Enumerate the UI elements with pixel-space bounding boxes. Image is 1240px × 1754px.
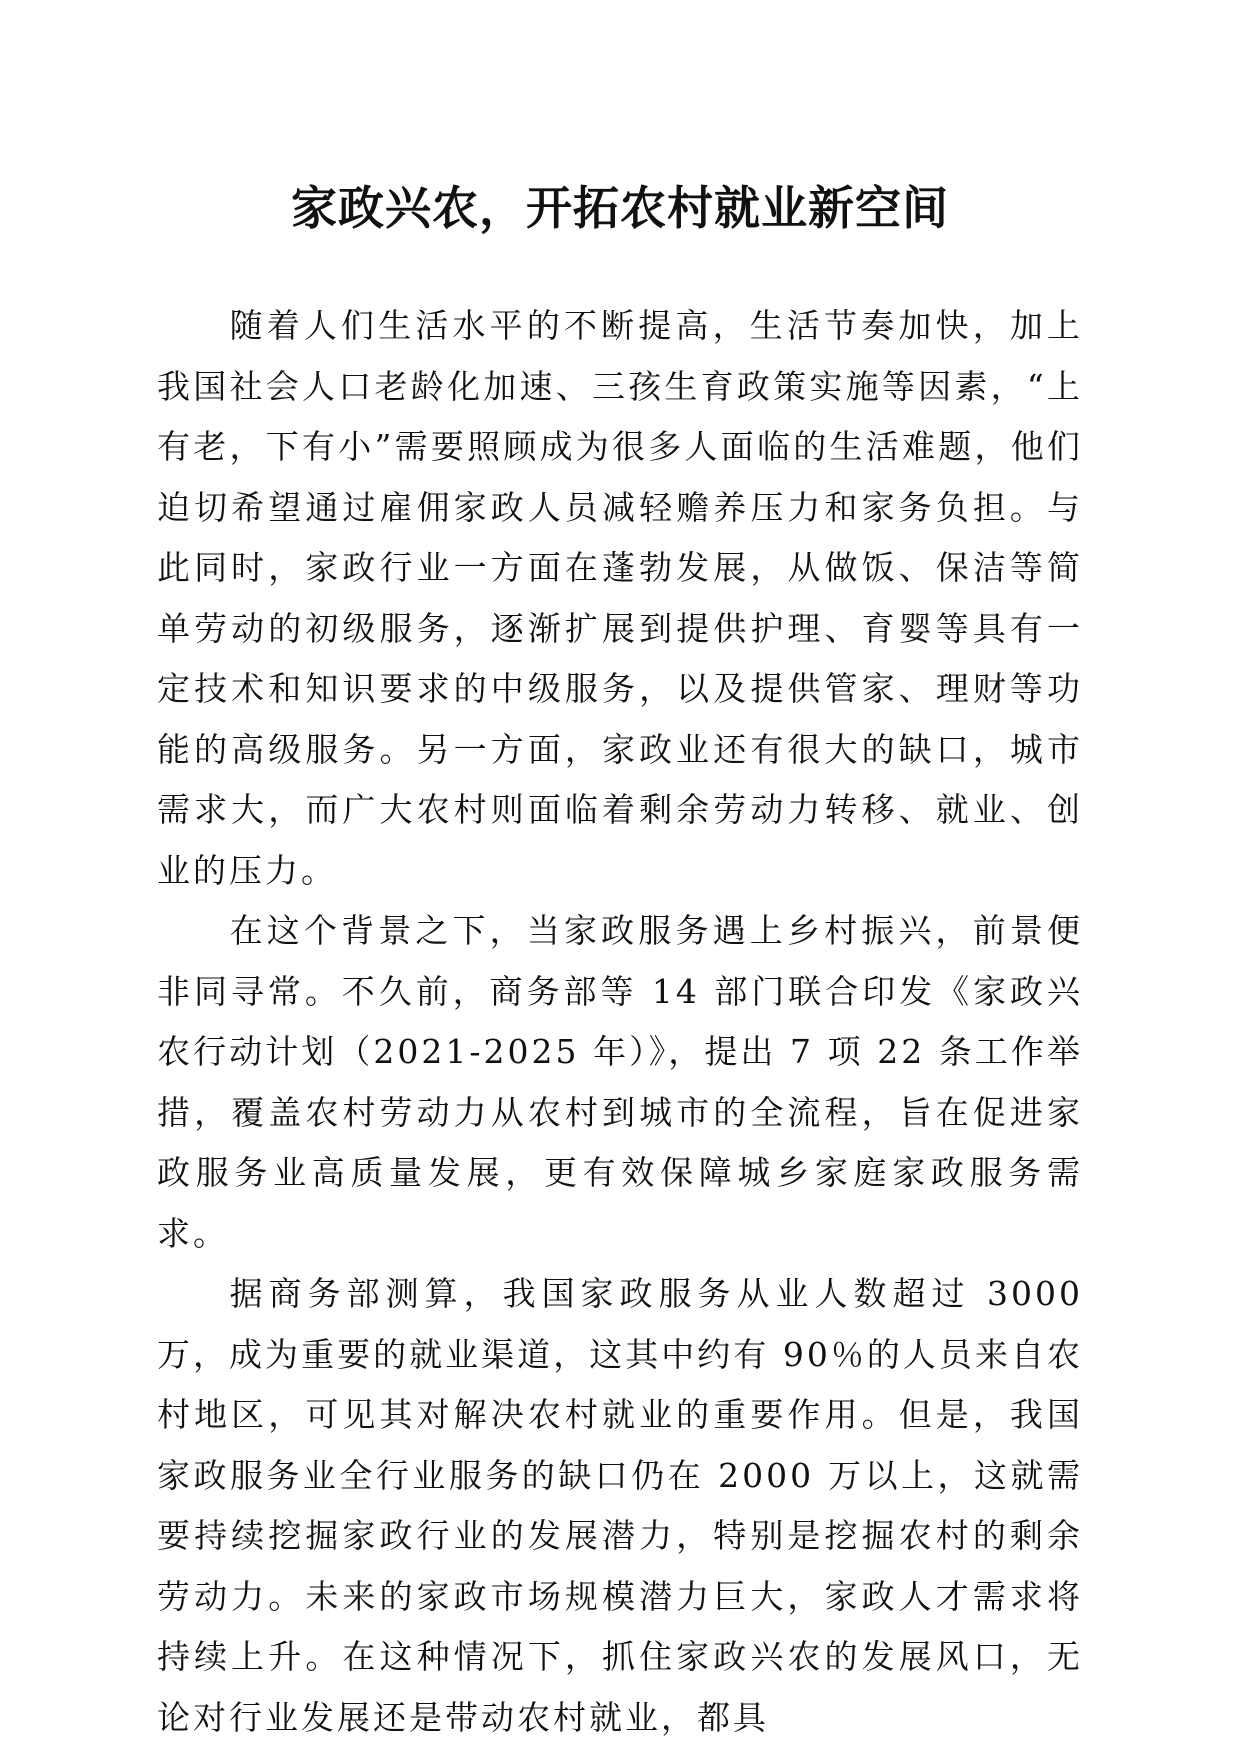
paragraph-1: 随着人们生活水平的不断提高，生活节奏加快，加上我国社会人口老龄化加速、三孩生育政策实施等因素，“上有老，下有小”需要照顾成为很多人面临的生活难题，他们迫切希望通过雇佣家政人员减轻赡养压力和家务负担。与此同时，家政行业一方面在蓬勃发展，从做饭、保洁等简单劳动的初级服务，逐渐扩展到提供护理、育婴等具有一定技术和知识要求的中级服务，以及提供管家、理财等功能的高级服务。另一方面，家政业还有很大的缺口，城市需求大，而广大农村则面临着剩余劳动力转移、就业、创业的压力。 [157,306,1083,890]
document-body [157,296,1083,1748]
paragraph-3: 据商务部测算，我国家政服务从业人数超过 3000 万，成为重要的就业渠道，这其中约有 90％的人员来自农村地区，可见其对解决农村就业的重要作用。但是，我国家政服务业全行业服务的缺口仍在 2000 万以上，这就需要持续挖掘家政行业的发展潜力，特别是挖掘农村的剩余劳动力。未来的家政市场规模潜力巨大，家政人才需求将持续上升。在这种情况下，抓住家政兴农的发展风口，无论对行业发展还是带动农村就业，都具 [157,1274,1083,1737]
paragraph-2: 在这个背景之下，当家政服务遇上乡村振兴，前景便非同寻常。不久前，商务部等 14 部门联合印发《家政兴农行动计划（2021-2025 年）》，提出 7 项 22 条工作举措，覆盖农村劳动力从农村到城市的全流程，旨在促进家政服务业高质量发展，更有效保障城乡家庭家政服务需求。 [157,911,1083,1253]
document-title: 家政兴农，开拓农村就业新空间 [291,181,949,235]
